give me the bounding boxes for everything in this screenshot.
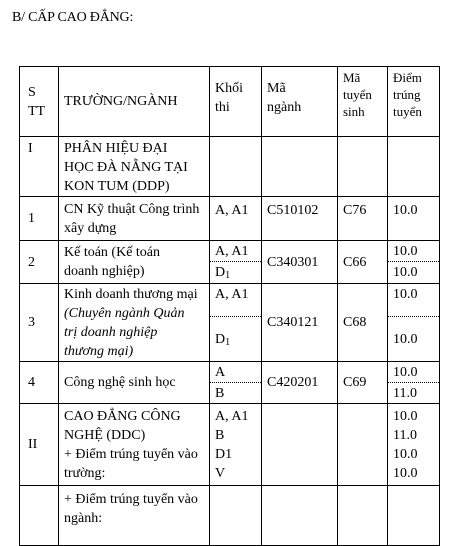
cell-khoi: A, A1	[210, 197, 262, 241]
cell-ma-nganh: C340121	[262, 284, 338, 362]
cell-khoi	[210, 137, 262, 197]
table-row	[20, 362, 440, 404]
cell-diem	[388, 486, 440, 546]
header-stt: S TT	[20, 67, 59, 137]
cell-truong-nganh: Kế toán (Kế toán doanh nghiệp)	[59, 241, 210, 284]
cell-ma-tuyen-sinh	[338, 486, 388, 546]
cell-diem	[388, 137, 440, 197]
table-row	[20, 137, 440, 197]
cell-ma-nganh: C510102	[262, 197, 338, 241]
section-heading: B/ CẤP CAO ĐẲNG:	[12, 10, 134, 25]
cell-ma-tuyen-sinh: C66	[338, 241, 388, 284]
header-diem-trung-tuyen: Điểm trúng tuyển	[388, 67, 440, 137]
header-ma-tuyen-sinh: Mã tuyển sinh	[338, 67, 388, 137]
cell-ma-nganh	[262, 137, 338, 197]
cell-diem: 10.0	[388, 197, 440, 241]
cell-ma-nganh: C420201	[262, 362, 338, 404]
cell-diem: 10.0 11.0	[388, 362, 440, 404]
cell-truong-nganh: CAO ĐẲNG CÔNG NGHỆ (DDC) + Điểm trúng tuyển vào trường:	[59, 404, 210, 486]
cell-stt: 2	[20, 241, 59, 284]
cell-ma-tuyen-sinh: C76	[338, 197, 388, 241]
table-row	[20, 486, 440, 546]
cell-stt	[20, 486, 59, 546]
cell-truong-nganh: Kinh doanh thương mại (Chuyên ngành Quản trị doanh nghiệp thương mại)	[59, 284, 210, 362]
cell-diem: 10.0 10.0	[388, 284, 440, 362]
table-row	[20, 404, 440, 486]
cell-stt: 1	[20, 197, 59, 241]
table-row	[20, 284, 440, 362]
cell-truong-nganh: Công nghệ sinh học	[59, 362, 210, 404]
cell-ma-nganh	[262, 404, 338, 486]
table-row	[20, 241, 440, 284]
cell-diem: 10.0 10.0	[388, 241, 440, 284]
cell-stt: I	[20, 137, 59, 197]
cell-khoi: A B	[210, 362, 262, 404]
cell-khoi: A, A1 B D1 V	[210, 404, 262, 486]
cell-khoi: A, A1 D 1	[210, 284, 262, 362]
cell-truong-nganh: + Điểm trúng tuyển vào ngành:	[59, 486, 210, 546]
cell-khoi	[210, 486, 262, 546]
cell-truong-nganh: CN Kỹ thuật Công trình xây dựng	[59, 197, 210, 241]
cell-ma-nganh	[262, 486, 338, 546]
cell-ma-tuyen-sinh: C69	[338, 362, 388, 404]
cell-diem: 10.0 11.0 10.0 10.0	[388, 404, 440, 486]
cell-truong-nganh: PHÂN HIỆU ĐẠI HỌC ĐÀ NẴNG TẠI KON TUM (DDP)	[59, 137, 210, 197]
admission-score-table	[19, 66, 440, 546]
cell-stt: 3	[20, 284, 59, 362]
cell-ma-tuyen-sinh	[338, 137, 388, 197]
table-header-row	[20, 67, 440, 137]
cell-khoi: A, A1 D 1	[210, 241, 262, 284]
cell-ma-nganh: C340301	[262, 241, 338, 284]
cell-stt: 4	[20, 362, 59, 404]
table-row	[20, 197, 440, 241]
cell-stt: II	[20, 404, 59, 486]
header-truong-nganh: TRƯỜNG/NGÀNH	[59, 67, 210, 137]
cell-ma-tuyen-sinh: C68	[338, 284, 388, 362]
cell-ma-tuyen-sinh	[338, 404, 388, 486]
header-khoi-thi: Khối thi	[210, 67, 262, 137]
header-ma-nganh: Mã ngành	[262, 67, 338, 137]
